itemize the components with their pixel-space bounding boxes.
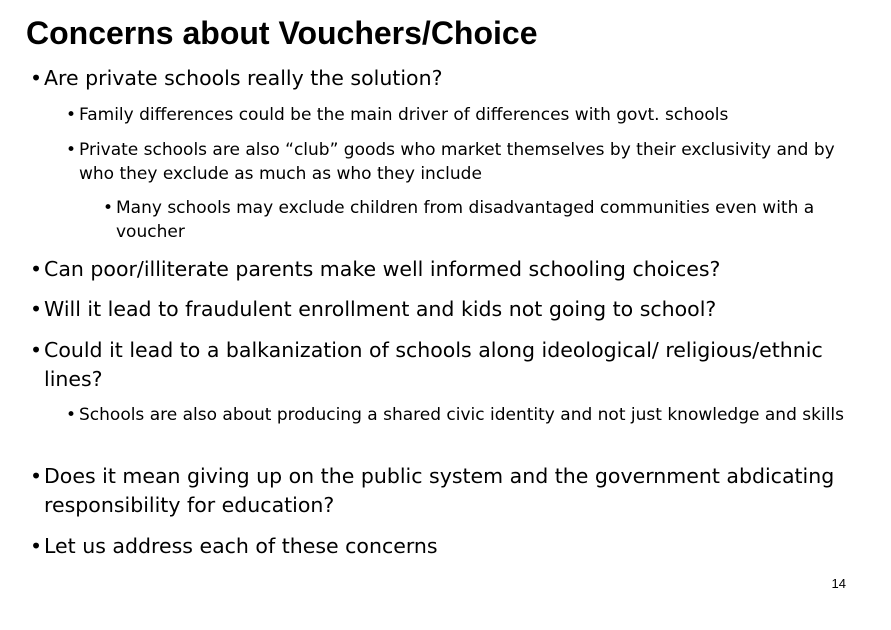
- sub-bullet-item: [66, 403, 866, 427]
- sub-bullet-item: [66, 103, 866, 127]
- bullet-text: Many schools may exclude children from disadvantaged communities even with a voucher: [116, 198, 815, 242]
- bullet-text: Family differences could be the main driver of differences with govt. schools: [79, 105, 729, 125]
- bullet-text: Could it lead to a balkanization of schools along ideological/ religious/ethnic lines?: [44, 338, 823, 391]
- bullet-text: Will it lead to fraudulent enrollment and kids not going to school?: [44, 297, 717, 321]
- bullet-dot-icon: •: [30, 297, 43, 321]
- bullet-text: Schools are also about producing a shared civic identity and not just knowledge and skills: [79, 405, 844, 425]
- bullet-dot-icon: •: [66, 105, 77, 125]
- bullet-dot-icon: •: [30, 338, 43, 362]
- bullet-item: [30, 336, 880, 394]
- page-number: 14: [831, 576, 846, 591]
- bullet-item: [30, 462, 880, 520]
- bullet-dot-icon: •: [30, 464, 43, 488]
- bullet-item: [30, 295, 880, 324]
- sub-sub-bullet-item: [103, 196, 863, 244]
- bullet-dot-icon: •: [66, 140, 77, 160]
- bullet-text: Are private schools really the solution?: [44, 66, 443, 90]
- bullet-dot-icon: •: [103, 198, 114, 218]
- bullet-text: Let us address each of these concerns: [44, 534, 438, 558]
- bullet-dot-icon: •: [30, 257, 43, 281]
- bullet-item: [30, 255, 880, 284]
- bullet-text: Can poor/illiterate parents make well informed schooling choices?: [44, 257, 721, 281]
- bullet-text: Does it mean giving up on the public system and the government abdicating responsibility for education?: [44, 464, 835, 517]
- bullet-dot-icon: •: [66, 405, 77, 425]
- bullet-dot-icon: •: [30, 534, 43, 558]
- bullet-item: [30, 532, 880, 561]
- sub-bullet-item: [66, 138, 866, 186]
- bullet-dot-icon: •: [30, 66, 43, 90]
- slide-title: Concerns about Vouchers/Choice: [26, 15, 538, 51]
- bullet-item: [30, 64, 880, 93]
- bullet-text: Private schools are also “club” goods who market themselves by their exclusivity and by who they exclude as much as who they include: [79, 140, 835, 184]
